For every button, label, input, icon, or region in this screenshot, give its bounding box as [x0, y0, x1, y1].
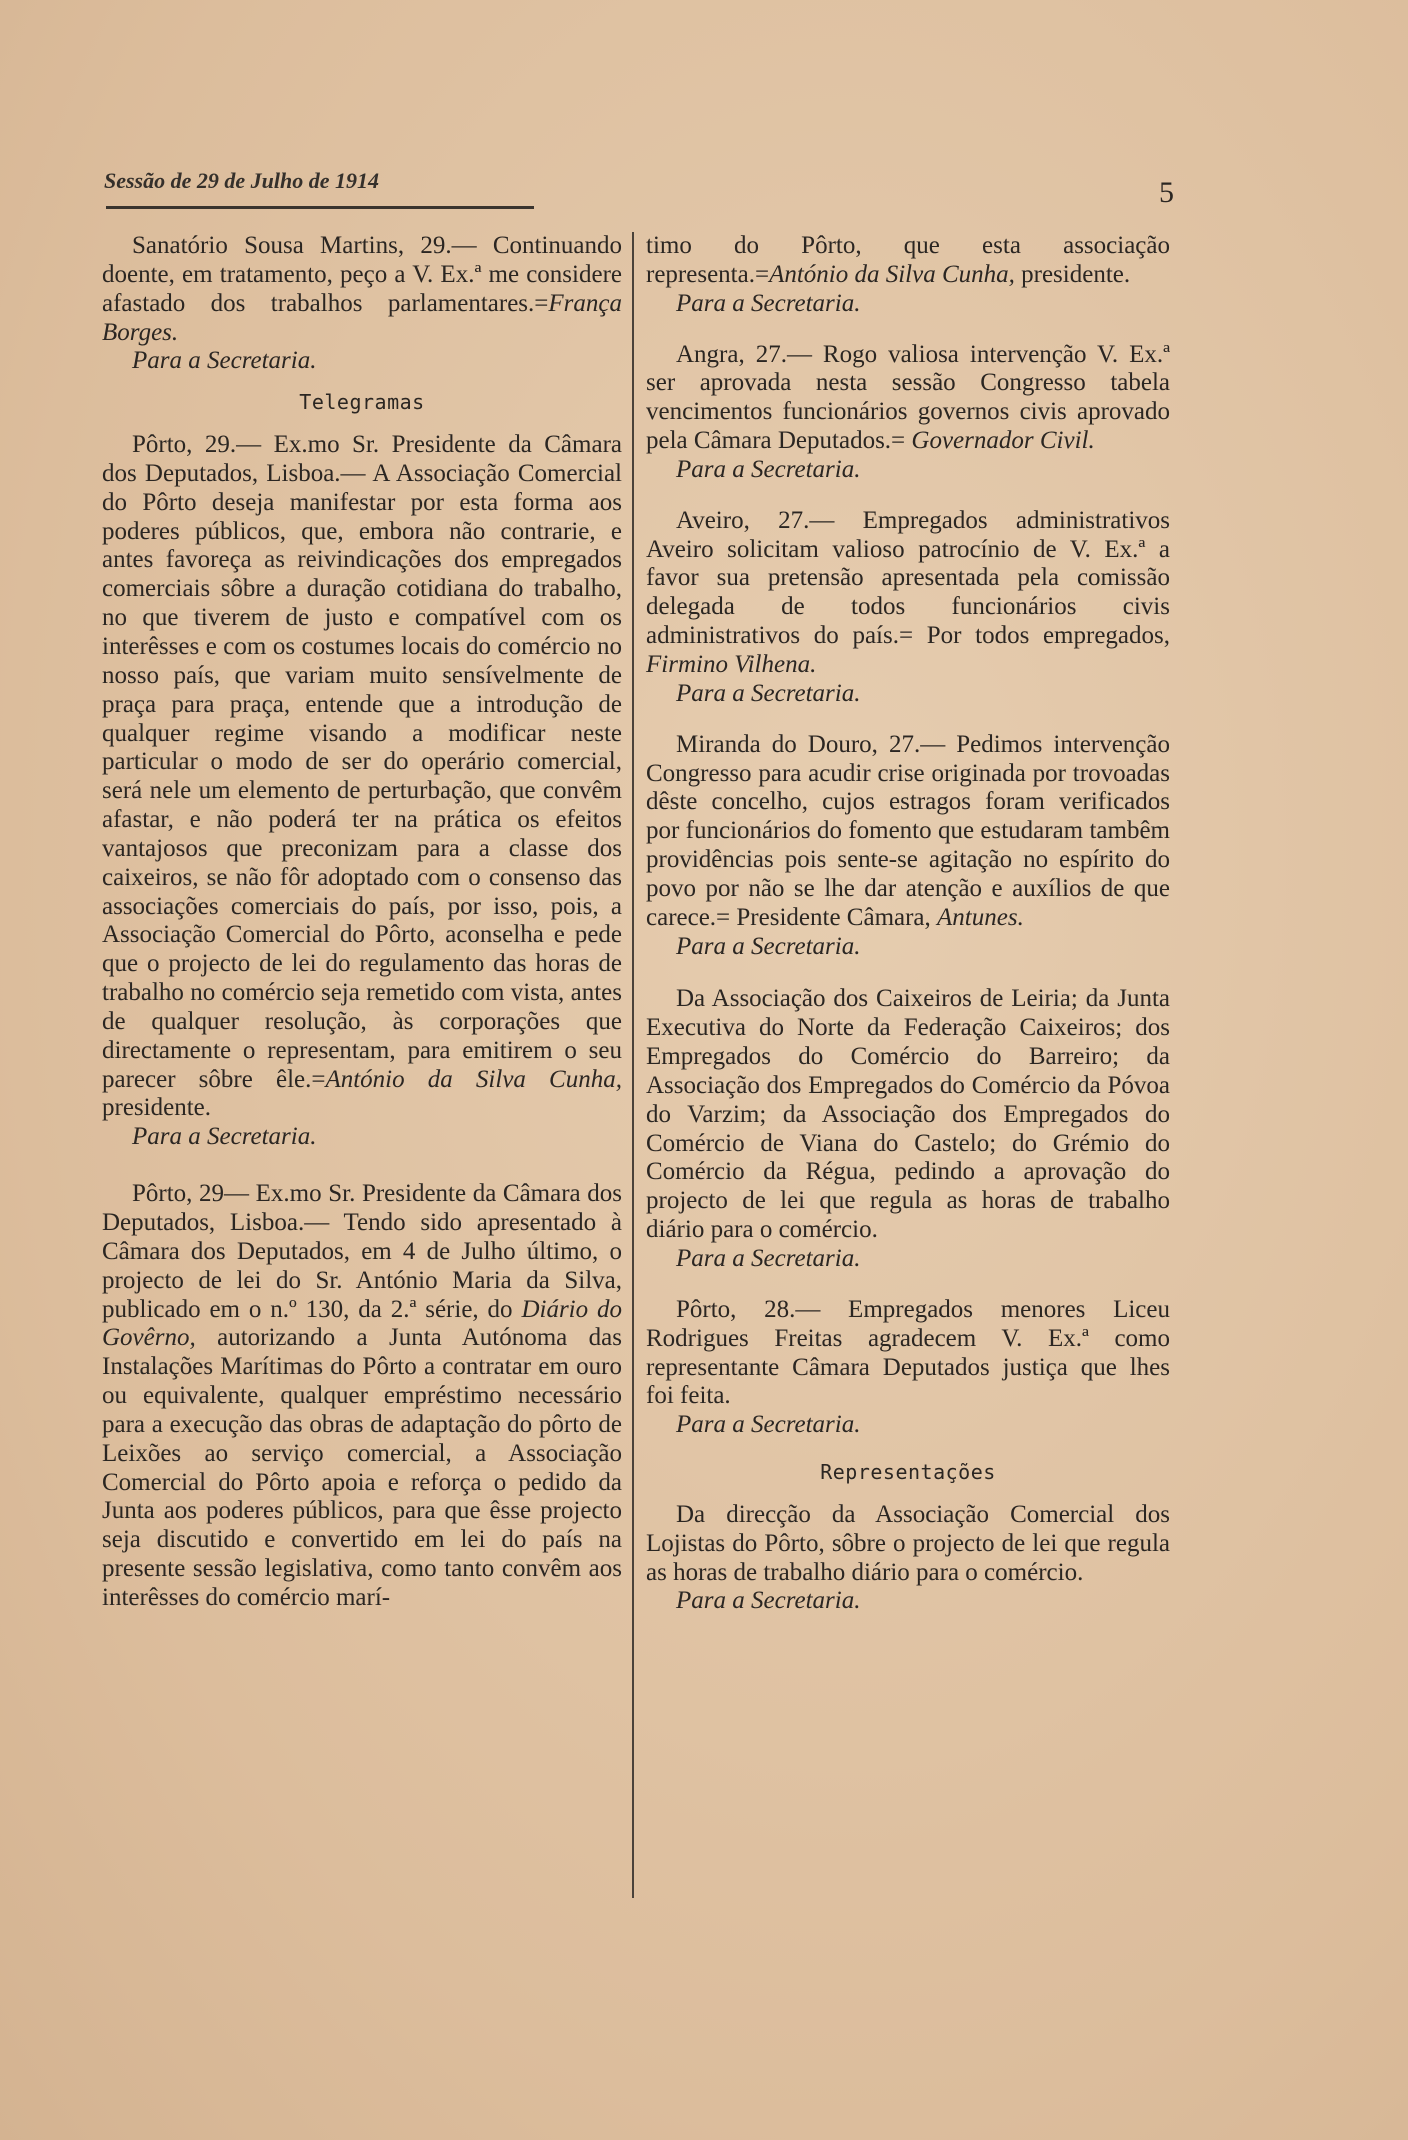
page-header [104, 168, 1174, 208]
section-heading-representacoes: Representações [820, 1460, 996, 1485]
signature: França Borges. [102, 289, 622, 346]
header-rule [106, 206, 534, 209]
paragraph-associacao-comercial: Pôrto, 29.— Ex.mo Sr. Presidente da Câmara dos Deputados, Lisboa.— A Associação Comercial do Pôrto deseja manifestar por esta forma aos poderes públicos, que, embora não contrarie, e antes favoreça as reivindicações dos empregados comerciais sôbre a duração cotidiana do trabalho, no que tiverem de justo e compatível com os interêsses e com os costumes locais do comércio no nosso país, que variam muito sensívelmente de praça para praça, entende que a introdução de qualquer regime visando a modificar neste particular o modo de ser do operário comercial, será nele um elemento de perturbação, que convêm afastar, e não poderá ter na prática os efeitos vantajosos que preconizam para a classe dos caixeiros, se não fôr adoptado com o consenso das associações comerciais do país, por isso, pois, a Associação Comercial do Pôrto, aconselha e pede que o projecto de lei do regulamento das horas de trabalho no comércio seja remetido com vista, antes de qualquer resolução, às corporações que directamente o representam, para emitirem o seu parecer sôbre êle.=António da Silva Cunha, presidente. [102, 431, 622, 1122]
destination-note: Para a Secretaria. [676, 1587, 861, 1615]
destination-note: Para a Secretaria. [676, 1411, 861, 1439]
column-divider [632, 232, 634, 1898]
paragraph-angra: Angra, 27.— Rogo valiosa intervenção V. Ex.ª ser aprovada nesta sessão Congresso tabela vencimentos funcionários governos civis aprovado pela Câmara Deputados.= Governador Civil. [646, 340, 1170, 455]
publication-title: Diário do Govêrno, [102, 1295, 622, 1352]
signature: Antunes. [937, 903, 1024, 931]
paragraph-continuation: timo do Pôrto, que esta associação representa.=António da Silva Cunha, presidente. [646, 232, 1170, 288]
signature: Governador Civil. [911, 427, 1095, 455]
spacer [102, 1152, 622, 1180]
spacer [646, 1274, 1170, 1296]
page-number: 5 [1159, 176, 1174, 209]
destination-note: Para a Secretaria. [676, 289, 861, 317]
destination-note: Para a Secretaria. [676, 455, 861, 483]
paragraph-lojistas: Da direcção da Associação Comercial dos Lojistas do Pôrto, sôbre o projecto de lei que regula as horas de trabalho diário para o comércio. [646, 1500, 1170, 1586]
paragraph-leixoes: Pôrto, 29— Ex.mo Sr. Presidente da Câmara dos Deputados, Lisboa.— Tendo sido apresentado à Câmara dos Deputados, em 4 de Julho último, o projecto de lei do Sr. António Maria da Silva, publicado em o n.º 130, da 2.ª série, do Diário do Govêrno, autorizando a Junta Autónoma das Instalações Marítimas do Pôrto a contratar em ouro ou equivalente, qualquer empréstimo necessário para a execução das obras de adaptação do pôrto de Leixões ao serviço comercial, a Associação Comercial do Pôrto apoia e reforça o pedido da Junta aos poderes públicos, para que êsse projecto seja discutido e convertido em lei do país na presente sessão legislativa, como tanto convêm aos interêsses do comércio marí- [102, 1180, 622, 1611]
spacer [646, 961, 1170, 985]
destination-note: Para a Secretaria. [676, 932, 861, 960]
paragraph-aveiro: Aveiro, 27.— Empregados administrativos Aveiro solicitam valioso patrocínio de V. Ex.ª a favor sua pretensão apresentada pela comissão delegada de todos funcionários civis administrativos do país.= Por todos empregados, Firmino Vilhena. [646, 506, 1170, 678]
signature: António da Silva Cunha, [769, 260, 1015, 288]
destination-note: Para a Secretaria. [676, 679, 861, 707]
spacer [646, 319, 1170, 341]
spacer [646, 485, 1170, 507]
paragraph-associacoes: Da Associação dos Caixeiros de Leiria; da Junta Executiva do Norte da Federação Caixeiros; dos Empregados do Comércio do Barreiro; da Associação dos Empregados do Comércio da Póvoa do Varzim; da Associação dos Empregados do Comércio de Viana do Castelo; do Grémio do Comércio da Régua, pedindo a aprovação do projecto de lei que regula as horas de trabalho diário para o comércio. [646, 985, 1170, 1244]
section-heading-telegramas: Telegramas [299, 390, 425, 415]
session-title: Sessão de 29 de Julho de 1914 [104, 168, 379, 193]
right-column [646, 232, 1170, 1616]
paragraph-sanatorio: Sanatório Sousa Martins, 29.— Continuando doente, em tratamento, peço a V. Ex.ª me considere afastado dos trabalhos parlamentares.=França Borges. [102, 232, 622, 346]
destination-note: Para a Secretaria. [676, 1245, 861, 1272]
spacer [646, 709, 1170, 731]
signature: António da Silva Cunha, [325, 1065, 622, 1093]
paragraph-liceu: Pôrto, 28.— Empregados menores Liceu Rodrigues Freitas agradecem V. Ex.ª como representante Câmara Deputados justiça que lhes foi feita. [646, 1295, 1170, 1410]
destination-note: Para a Secretaria. [132, 1123, 317, 1151]
paragraph-miranda: Miranda do Douro, 27.— Pedimos intervenção Congresso para acudir crise originada por trovoadas dêste concelho, cujos estragos foram verificados por funcionários do fomento que estudaram tambêm providências pois sente-se agitação no espírito do povo por não se lhe dar atenção e auxílios de que carece.= Presidente Câmara, Antunes. [646, 730, 1170, 931]
destination-note: Para a Secretaria. [132, 347, 317, 375]
left-column [102, 232, 622, 1613]
signature: Firmino Vilhena. [646, 650, 817, 678]
